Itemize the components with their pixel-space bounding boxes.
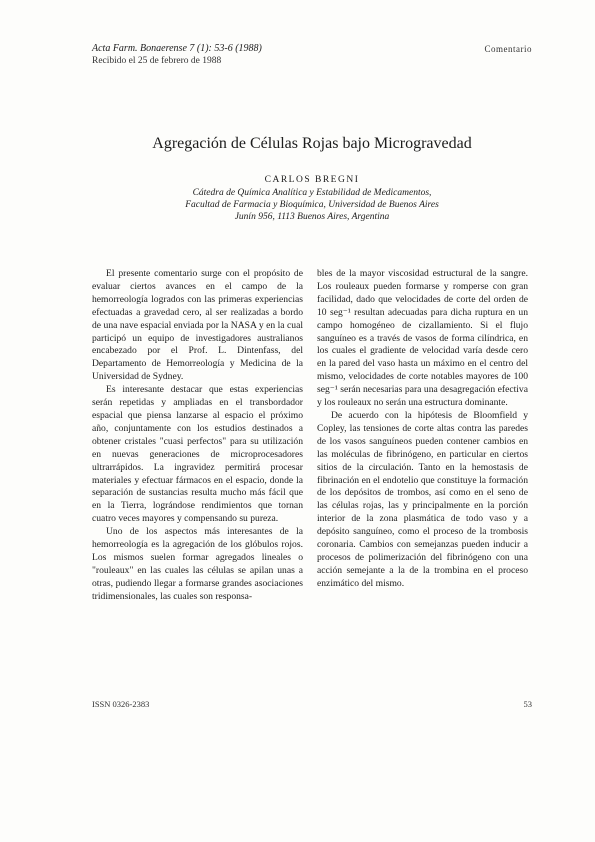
affiliation	[92, 187, 532, 223]
affiliation-line: Junín 956, 1113 Buenos Aires, Argentina	[234, 212, 390, 222]
paragraph: bles de la mayor viscosidad estructural de la sangre. Los rouleaux pueden formarse y romperse con gran facilidad, dado que velocidades de corte del orden de 10 seg⁻¹ resultan adecuadas para dicha ruptura en un campo homogéneo de cizallamiento. Si el flujo sanguíneo es a través de vasos de forma cilíndrica, en los cuales el gradiente de velocidad varía desde cero en la pared del vaso hasta un máximo en el centro del mismo, velocidades de corte notables mayores de 100 seg⁻¹ serán necesarias para una desagregación efectiva y los rouleaux no serán una estructura dominante.	[317, 268, 528, 409]
author-name: CARLOS BREGNI	[264, 175, 360, 185]
paragraph: Uno de los aspectos más interesantes de la hemorreología es la agregación de los glóbulos rojos. Los mismos suelen formar agregados lineales o "rouleaux" en las cuales las células se apilan unas a otras, pudiendo llegar a formarse grandes asociaciones tridimensionales, las cuales son responsa-	[92, 526, 303, 602]
page-footer	[92, 699, 532, 709]
affiliation-line: Cátedra de Química Analítica y Estabilidad de Medicamentos,	[192, 188, 432, 198]
body-column-right	[317, 268, 528, 591]
body-column-left	[92, 268, 303, 604]
affiliation-line: Facultad de Farmacia y Bioquímica, Universidad de Buenos Aires	[185, 200, 439, 210]
paragraph: De acuerdo con la hipótesis de Bloomfield y Copley, las tensiones de corte altas contra las paredes de los vasos sanguíneos pueden contener cambios en las moléculas de fibrinógeno, en particular en ciertos sitios de la circulación. Tanto en la hemostasis de fibrinación en el endotelio que constituye la formación de los depósitos de trombos, así como en el seno de las células rojas, las y principalmente en la porción interior de la zona plasmática de todo vaso y a depósito sanguíneo, como el proceso de la trombosis coronaria. Cambios con semejanzas pueden inducir a procesos de polimerización del fibrinógeno con una acción semejante a la de la trombina en el proceso enzimático del mismo.	[317, 409, 528, 589]
section-label: Comentario	[484, 44, 532, 54]
running-header	[92, 43, 532, 67]
page-number: 53	[523, 699, 532, 709]
received-date: Recibido el 25 de febrero de 1988	[92, 56, 222, 66]
article-title: Agregación de Células Rojas bajo Microgravedad	[152, 135, 472, 152]
paragraph: Es interesante destacar que estas experiencias serán repetidas y ampliadas en el transbordador espacial que piensa lanzarse al espacio el próximo año, conjuntamente con los estudios destinados a obtener cristales "cuasi perfectos" para su utilización en nuevas generaciones de microprocesadores ultrarrápidos. La ingravidez permitirá procesar materiales y efectuar fármacos en el espacio, donde la separación de sustancias resulta mucho más fácil que en la Tierra, lográndose rendimientos que tornan cuatro veces mayores y compensando su pureza.	[92, 384, 303, 525]
journal-citation: Acta Farm. Bonaerense 7 (1): 53-6 (1988)	[92, 43, 262, 54]
paragraph: El presente comentario surge con el propósito de evaluar ciertos avances en el campo de la hemorreología logrados con las primeras experiencias efectuadas a gravedad cero, al ser realizadas a bordo de una nave espacial enviada por la NASA y en la cual participó un equipo de investigadores australianos encabezado por el Prof. L. Dintenfass, del Departamento de Hemorreología y Medicina de la Universidad de Sydney.	[92, 268, 303, 383]
issn: ISSN 0326-2383	[92, 699, 150, 709]
